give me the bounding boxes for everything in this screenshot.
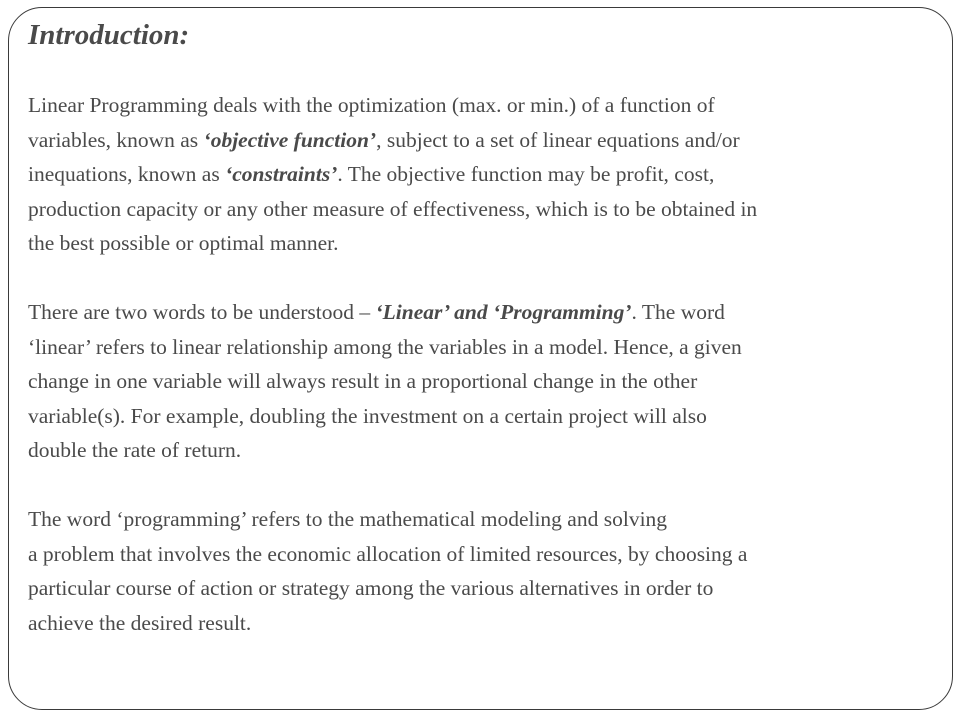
- text-run: Linear Programming deals with the optimization (max. or min.) of a function of: [28, 93, 715, 117]
- text-line: [28, 157, 933, 192]
- slide-title: Introduction:: [28, 19, 190, 51]
- text-run: . The word: [631, 300, 725, 324]
- text-line: [28, 606, 933, 641]
- text-line: [28, 571, 933, 606]
- text-line: [28, 537, 933, 572]
- slide-body: [28, 88, 933, 675]
- text-run: There are two words to be understood –: [28, 300, 376, 324]
- text-line: [28, 399, 933, 434]
- text-line: [28, 295, 933, 330]
- text-run: a problem that involves the economic allocation of limited resources, by choosing a: [28, 541, 748, 566]
- text-run: achieve the desired result.: [28, 610, 252, 635]
- text-line: [28, 502, 933, 537]
- emphasized-term: ‘constraints’: [225, 162, 338, 186]
- text-line: [28, 330, 933, 365]
- emphasized-term: ‘objective function’: [203, 127, 377, 152]
- text-run: change in one variable will always result in a proportional change in the other: [28, 369, 698, 393]
- text-run: inequations, known as: [28, 162, 226, 186]
- text-run: variable(s). For example, doubling the investment on a certain project will also: [28, 403, 707, 428]
- text-line: [28, 364, 933, 399]
- emphasized-term: ‘Linear’ and ‘Programming’: [375, 300, 632, 324]
- text-line: [28, 123, 933, 158]
- text-line: [28, 433, 933, 468]
- text-run: variables, known as: [28, 127, 204, 152]
- text-run: the best possible or optimal manner.: [28, 231, 339, 255]
- paragraph-3: [28, 502, 933, 640]
- text-run: , subject to a set of linear equations and/or: [376, 127, 740, 152]
- text-run: . The objective function may be profit, cost,: [337, 162, 715, 186]
- paragraph-2: [28, 295, 933, 468]
- text-run: double the rate of return.: [28, 438, 242, 462]
- text-run: The word ‘programming’ refers to the mathematical modeling and solving: [28, 507, 668, 531]
- text-run: production capacity or any other measure of effectiveness, which is to be obtained in: [28, 196, 758, 221]
- text-run: ‘linear’ refers to linear relationship among the variables in a model. Hence, a given: [28, 334, 742, 359]
- text-line: [28, 226, 933, 261]
- text-line: [28, 192, 933, 227]
- text-line: [28, 88, 933, 123]
- paragraph-1: [28, 88, 933, 261]
- text-run: particular course of action or strategy among the various alternatives in order to: [28, 576, 714, 600]
